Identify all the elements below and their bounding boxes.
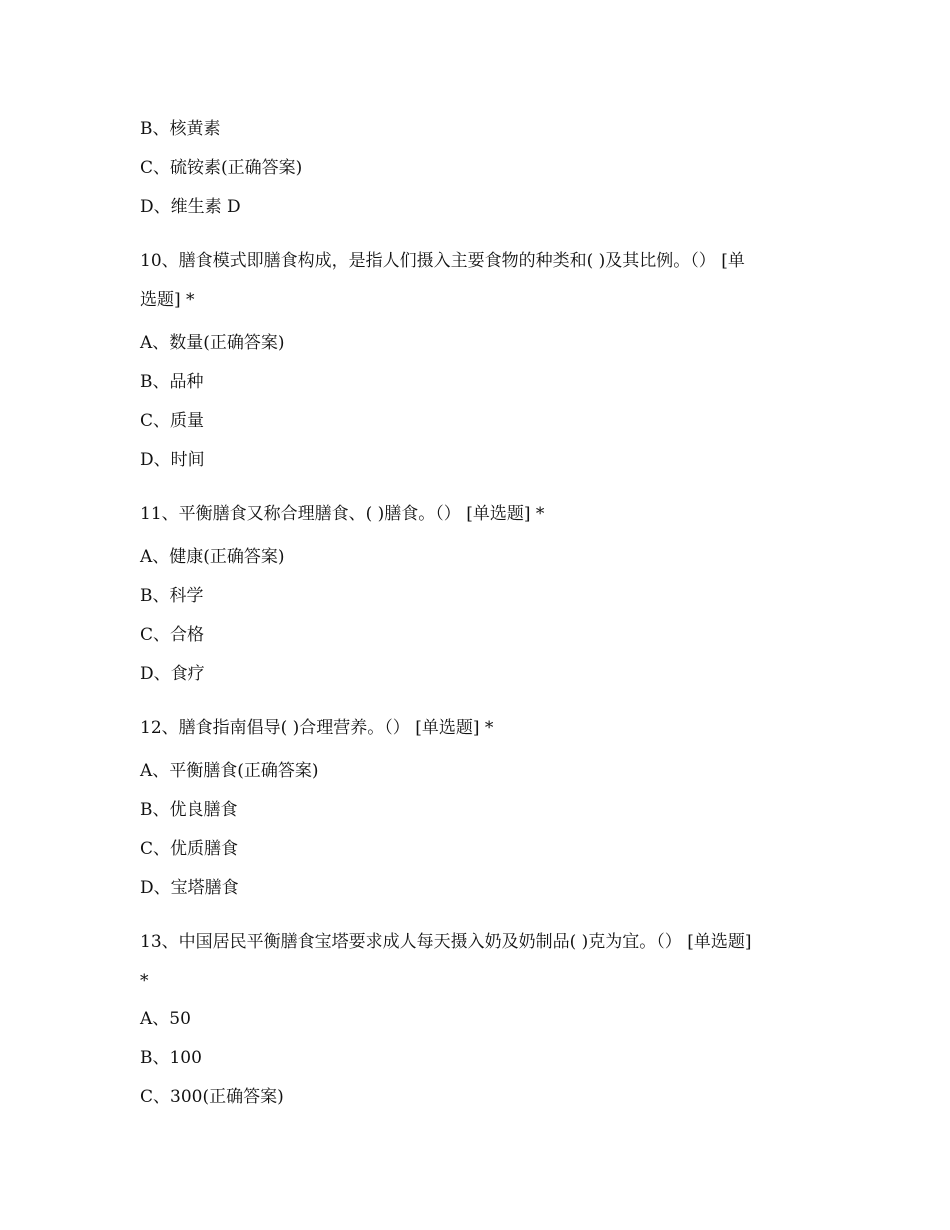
option-d-q12: D、宝塔膳食 [140, 878, 239, 898]
option-b-q10: B、品种 [140, 372, 204, 392]
question-10-line-2: 选题] * [140, 290, 195, 310]
question-13-line-2: * [140, 971, 149, 991]
option-d-q9: D、维生素 D [140, 197, 241, 217]
question-10-line-1: 10、膳食模式即膳食构成，是指人们摄入主要食物的种类和( )及其比例。（） [单 [140, 251, 745, 271]
question-11: 11、平衡膳食又称合理膳食、( )膳食。（） [单选题] * [140, 504, 545, 524]
option-d-q11: D、食疗 [140, 664, 205, 684]
option-b-q11: B、科学 [140, 586, 204, 606]
question-12: 12、膳食指南倡导( )合理营养。（） [单选题] * [140, 718, 494, 738]
option-b-q12: B、优良膳食 [140, 800, 238, 820]
option-a-q13: A、50 [140, 1009, 191, 1029]
option-a-q10: A、数量(正确答案) [140, 333, 285, 353]
option-c-q13: C、300(正确答案) [140, 1087, 284, 1107]
option-a-q11: A、健康(正确答案) [140, 547, 285, 567]
option-d-q10: D、时间 [140, 450, 205, 470]
option-c-q12: C、优质膳食 [140, 839, 239, 859]
option-a-q12: A、平衡膳食(正确答案) [140, 761, 319, 781]
option-b-q9: B、核黄素 [140, 119, 221, 139]
option-c-q11: C、合格 [140, 625, 205, 645]
question-13-line-1: 13、中国居民平衡膳食宝塔要求成人每天摄入奶及奶制品( )克为宜。（） [单选题] [140, 932, 752, 952]
option-b-q13: B、100 [140, 1048, 202, 1068]
option-c-q9: C、硫铵素(正确答案) [140, 158, 303, 178]
option-c-q10: C、质量 [140, 411, 205, 431]
